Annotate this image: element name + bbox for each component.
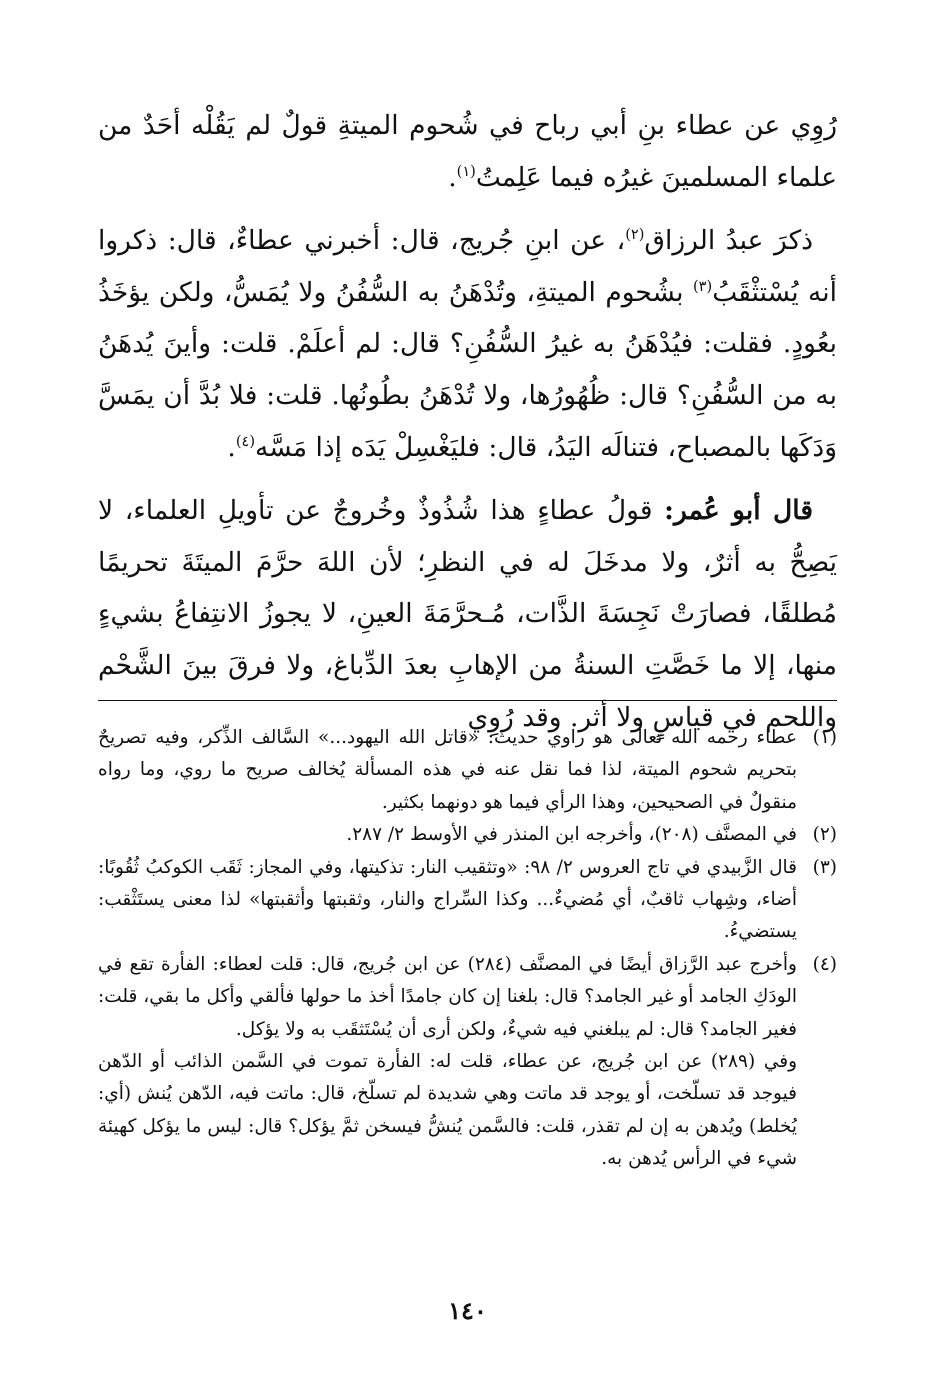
footnote-1: (١) عطاء رحمه الله تعالى هو راوي حديث: «قاتل الله اليهود...» السَّالف الذِّكر، وفيه تصريحٌ بتحريم شحوم الميتة، لذا فما نقل عنه في هذه المسألة يُخالف صريح ما روي، وما رواه منقولٌ في الصحيحين، وهذا الرأي فيما هو دونهما بكثير. xyxy=(98,727,837,813)
footnote-ref-2[interactable]: (٢) xyxy=(625,226,645,243)
speaker-label: قال أبو عُمر: xyxy=(664,495,813,527)
paragraph-2: ذكرَ عبدُ الرزاق$^{(٢)}$، عن ابنِ جُريج، قال: أخبرني عطاءٌ، قال: ذكروا أنه يُسْتثْقَبُ$^{(٣)}$ بشُحوم الميتةِ، وتُدْهَنُ به السُّفُنُ ولا يُمَسُّ، ولكن يؤخَذُ بعُودٍ. فقلت: فيُدْهَنُ به غيرُ السُّفُنِ؟ قال: لم أعلَمْ. قلت: وأينَ يُدهَنُ به من السُّفُنِ؟ قال: ظُهُورُها، ولا تُدْهَنُ بطُونُها. قلت: فلا بُدَّ أن يمَسَّ وَدَكَها بالمصباح، فتنالَه اليَدُ، قال: فليَغْسِلْ يَدَه إذا مَسَّه$^{(٤)}$. xyxy=(98,225,837,463)
footnotes xyxy=(98,722,837,1176)
footnote-3: (٣) قال الزَّبيدي في تاج العروس ٢/ ٩٨: «وتثقيب النار: تذكيتها، وفي المجاز: ثَقَب الكوكبُ ثُقُوبًا: أضاء، وشِهاب ثاقبٌ، أي مُضيءٌ... وكذا السِّراج والنار، وثقبتها وأثقبتها» لذا معنى يستَثْقب: يستضيءُ. xyxy=(98,856,837,943)
paragraph-1: رُوِي عن عطاء بنِ أبي رباح في شُحوم الميتةِ قولٌ لم يَقُلْه أحَدٌ من علماء المسلمينَ غيرُه فيما عَلِمتُ$^{(١)}$. xyxy=(98,110,837,193)
footnote-divider xyxy=(98,700,837,701)
paragraph-1-text: رُوِي عن عطاء بنِ أبي رباح في شُحوم الميتةِ قولٌ لم يَقُلْه أحَدٌ من علماء المسلمينَ غيرُه فيما عَلِمتُ xyxy=(98,110,837,193)
footnote-ref-3[interactable]: (٣) xyxy=(692,277,713,295)
footnote-2: (٢) في المصنَّف (٢٠٨)، وأخرجه ابن المنذر في الأوسط ٢/ ٢٨٧. xyxy=(346,824,837,846)
paragraph-3: قال أبو عُمر: قولُ عطاءٍ هذا شُذُوذٌ وخُروجٌ عن تأويلِ العلماء، لا يَصِحُّ به أثرٌ، ولا مدخَلَ له في النظرِ؛ لأن اللهَ حرَّمَ الميتَةَ تحريمًا مُطلقًا، فصارَتْ نَجِسَةَ الذَّات، مُـحرَّمَةَ العينِ، لا يجوزُ الانتِفاعُ بشيءٍ منها، إلا ما خَصَّتِ السنةُ من الإهابِ بعدَ الدِّباغ، ولا فرقَ بينَ الشَّحْم واللحم في قياسٍ ولا أثر. وقد رُوِي xyxy=(98,495,837,733)
footnote-ref-4[interactable]: (٤) xyxy=(235,432,256,450)
footnote-4-continuation: وفي (٢٨٩) عن ابن جُريج، عن عطاء، قلت له: الفأرة تموت في السَّمن الذائب أو الدّهن فيوجد قد تسلّخت، أو يوجد قد ماتت وهي شديدة لم تسلّخ، قال: ماتت فيه، الدّهن يُنش (أي: يُخلط) ويُدهن به إن لم تقذر، قلت: فالسَّمن يُنشُّ فيسخن ثمَّ يؤكل؟ قال: ليس ما يؤكل كهيئة شيء في الرأس يُدهن به. xyxy=(98,1051,798,1170)
main-text xyxy=(98,100,837,743)
footnote-ref-1[interactable]: (١) xyxy=(456,162,476,180)
page-number: ١٤٠ xyxy=(448,1296,487,1325)
footnote-4: (٤) وأخرج عبد الرَّزاق أيضًا في المصنَّف (٢٨٤) عن ابن جُريج، قال: قلت لعطاء: الفأرة تقع في الودَكِ الجامد أو غير الجامد؟ قال: بلغنا إن كان جامدًا أخذ ما حولها فألقي وأكل ما بقي، قلت: فغير الجامد؟ قال: لم يبلغني فيه شيءٌ، ولكن أرى أن يُسْتَثقَب به ولا يؤكل. xyxy=(98,953,837,1040)
